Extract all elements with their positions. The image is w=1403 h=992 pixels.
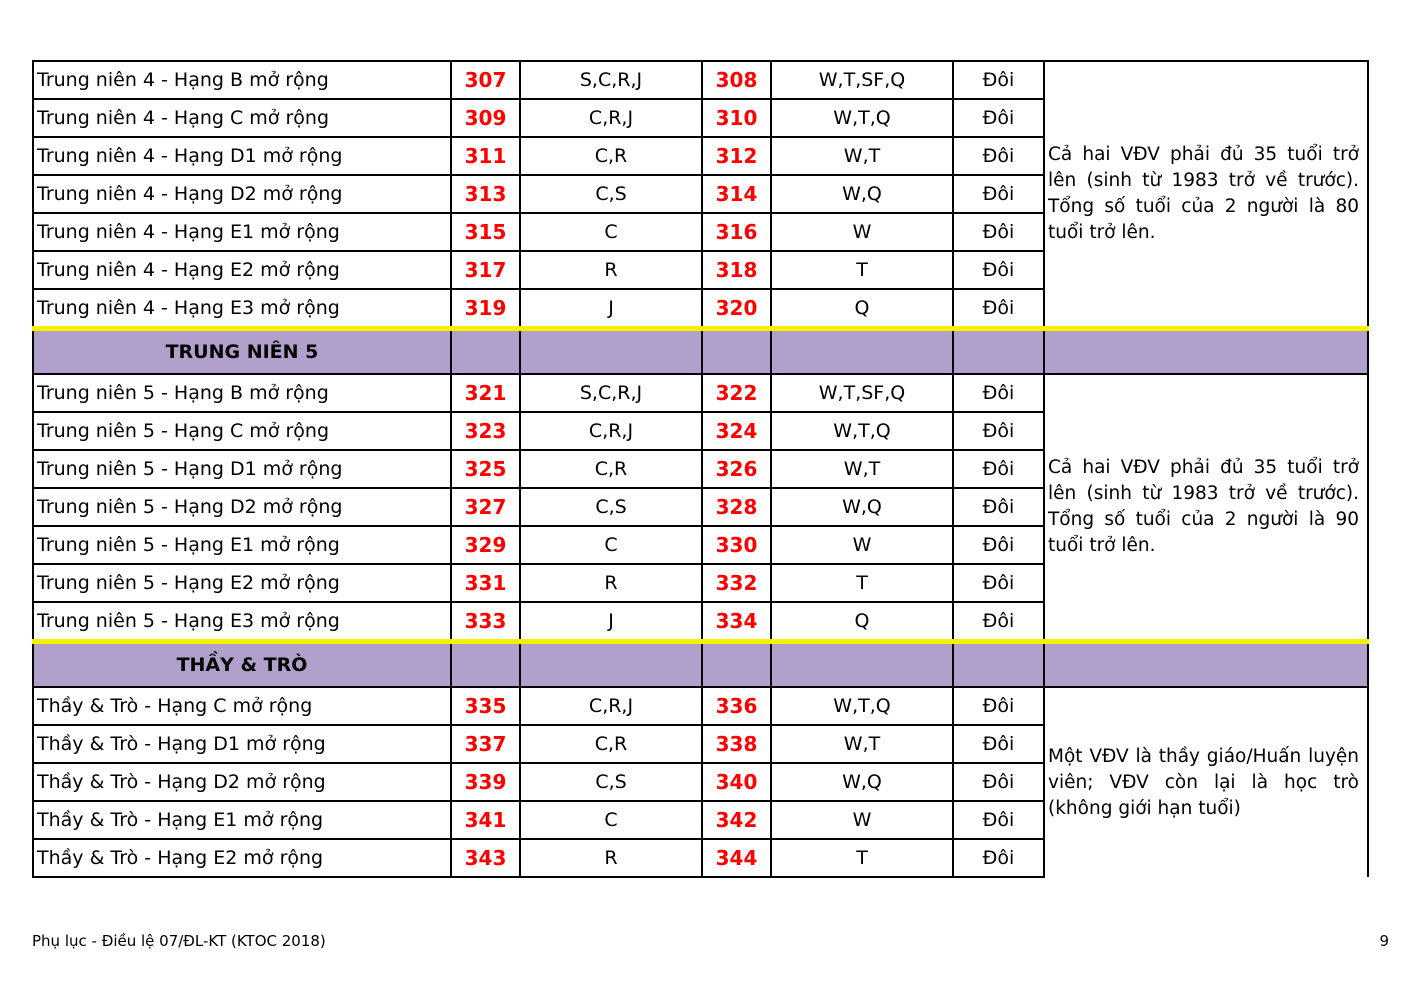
event-categories-cell: W,Q (771, 488, 953, 526)
event-code-cell: 336 (702, 687, 771, 725)
event-code-cell: 309 (451, 99, 520, 137)
event-categories-cell: W,Q (771, 763, 953, 801)
event-categories-cell: T (771, 839, 953, 877)
section-empty-cell (702, 329, 771, 375)
event-categories-cell: C,R (520, 725, 702, 763)
event-categories-cell: R (520, 839, 702, 877)
event-type-cell: Đôi (953, 602, 1044, 642)
event-name-cell: Trung niên 4 - Hạng D2 mở rộng (33, 175, 451, 213)
event-categories-cell: W,T (771, 137, 953, 175)
event-type-cell: Đôi (953, 564, 1044, 602)
event-categories-cell: Q (771, 289, 953, 329)
section-header-row (33, 642, 1368, 688)
event-code-cell: 317 (451, 251, 520, 289)
event-code-cell: 328 (702, 488, 771, 526)
section-empty-cell (771, 329, 953, 375)
section-empty-cell (702, 642, 771, 688)
event-code-cell: 320 (702, 289, 771, 329)
event-code-cell: 330 (702, 526, 771, 564)
event-code-cell: 313 (451, 175, 520, 213)
event-code-cell: 338 (702, 725, 771, 763)
event-code-cell: 327 (451, 488, 520, 526)
event-categories-cell: C,R (520, 450, 702, 488)
section-empty-cell (520, 329, 702, 375)
event-categories-cell: W,T (771, 450, 953, 488)
event-type-cell: Đôi (953, 839, 1044, 877)
event-type-cell: Đôi (953, 374, 1044, 412)
event-categories-cell: C (520, 801, 702, 839)
eligibility-note: Cả hai VĐV phải đủ 35 tuổi trở lên (sinh từ 1983 trở về trước). Tổng số tuổi của 2 người là 90 tuổi trở lên. (1044, 374, 1368, 642)
section-empty-cell (1044, 642, 1368, 688)
event-categories-cell: W,T,SF,Q (771, 374, 953, 412)
event-type-cell: Đôi (953, 137, 1044, 175)
event-name-cell: Thầy & Trò - Hạng C mở rộng (33, 687, 451, 725)
event-categories-cell: S,C,R,J (520, 374, 702, 412)
event-code-cell: 310 (702, 99, 771, 137)
event-name-cell: Trung niên 4 - Hạng C mở rộng (33, 99, 451, 137)
section-empty-cell (953, 329, 1044, 375)
table-row (33, 374, 1368, 412)
event-name-cell: Trung niên 4 - Hạng E2 mở rộng (33, 251, 451, 289)
table-row (33, 61, 1368, 99)
event-categories-cell: C,S (520, 488, 702, 526)
event-code-cell: 312 (702, 137, 771, 175)
event-code-cell: 323 (451, 412, 520, 450)
event-code-cell: 316 (702, 213, 771, 251)
event-code-cell: 325 (451, 450, 520, 488)
event-name-cell: Trung niên 5 - Hạng E2 mở rộng (33, 564, 451, 602)
event-name-cell: Trung niên 5 - Hạng E1 mở rộng (33, 526, 451, 564)
event-categories-cell: W,T,Q (771, 687, 953, 725)
event-code-cell: 318 (702, 251, 771, 289)
event-categories-cell: C,S (520, 175, 702, 213)
table-row (33, 687, 1368, 725)
event-name-cell: Trung niên 5 - Hạng C mở rộng (33, 412, 451, 450)
event-name-cell: Thầy & Trò - Hạng D1 mở rộng (33, 725, 451, 763)
event-code-cell: 340 (702, 763, 771, 801)
section-empty-cell (771, 642, 953, 688)
event-categories-cell: R (520, 251, 702, 289)
event-code-cell: 331 (451, 564, 520, 602)
event-type-cell: Đôi (953, 687, 1044, 725)
event-name-cell: Trung niên 4 - Hạng E3 mở rộng (33, 289, 451, 329)
event-type-cell: Đôi (953, 526, 1044, 564)
event-categories-cell: W,T,Q (771, 412, 953, 450)
event-categories-cell: T (771, 251, 953, 289)
event-name-cell: Thầy & Trò - Hạng E2 mở rộng (33, 839, 451, 877)
event-type-cell: Đôi (953, 450, 1044, 488)
event-code-cell: 322 (702, 374, 771, 412)
event-type-cell: Đôi (953, 412, 1044, 450)
event-code-cell: 342 (702, 801, 771, 839)
section-empty-cell (451, 329, 520, 375)
event-categories-cell: W,T,SF,Q (771, 61, 953, 99)
events-table (32, 60, 1369, 878)
event-code-cell: 333 (451, 602, 520, 642)
event-code-cell: 311 (451, 137, 520, 175)
section-title: THẦY & TRÒ (33, 642, 451, 688)
event-code-cell: 337 (451, 725, 520, 763)
event-code-cell: 321 (451, 374, 520, 412)
event-categories-cell: C,R,J (520, 687, 702, 725)
event-code-cell: 308 (702, 61, 771, 99)
event-categories-cell: C,R,J (520, 99, 702, 137)
event-type-cell: Đôi (953, 61, 1044, 99)
event-code-cell: 329 (451, 526, 520, 564)
event-type-cell: Đôi (953, 99, 1044, 137)
event-type-cell: Đôi (953, 763, 1044, 801)
event-code-cell: 319 (451, 289, 520, 329)
event-categories-cell: J (520, 602, 702, 642)
event-code-cell: 344 (702, 839, 771, 877)
event-type-cell: Đôi (953, 801, 1044, 839)
event-code-cell: 334 (702, 602, 771, 642)
event-code-cell: 335 (451, 687, 520, 725)
event-name-cell: Trung niên 4 - Hạng D1 mở rộng (33, 137, 451, 175)
section-empty-cell (451, 642, 520, 688)
event-name-cell: Trung niên 5 - Hạng B mở rộng (33, 374, 451, 412)
event-categories-cell: W,T (771, 725, 953, 763)
event-type-cell: Đôi (953, 213, 1044, 251)
footer-page-number: 9 (1379, 932, 1389, 950)
event-type-cell: Đôi (953, 289, 1044, 329)
event-categories-cell: C,R (520, 137, 702, 175)
event-categories-cell: C (520, 526, 702, 564)
event-code-cell: 343 (451, 839, 520, 877)
event-name-cell: Trung niên 4 - Hạng E1 mở rộng (33, 213, 451, 251)
event-code-cell: 307 (451, 61, 520, 99)
event-categories-cell: T (771, 564, 953, 602)
event-code-cell: 315 (451, 213, 520, 251)
event-categories-cell: W,Q (771, 175, 953, 213)
event-categories-cell: S,C,R,J (520, 61, 702, 99)
event-name-cell: Trung niên 4 - Hạng B mở rộng (33, 61, 451, 99)
event-code-cell: 339 (451, 763, 520, 801)
event-type-cell: Đôi (953, 725, 1044, 763)
eligibility-note: Cả hai VĐV phải đủ 35 tuổi trở lên (sinh từ 1983 trở về trước). Tổng số tuổi của 2 người là 80 tuổi trở lên. (1044, 61, 1368, 329)
event-code-cell: 326 (702, 450, 771, 488)
eligibility-note: Một VĐV là thầy giáo/Huấn luyện viên; VĐV còn lại là học trò (không giới hạn tuổi) (1044, 687, 1368, 877)
section-header-row (33, 329, 1368, 375)
event-code-cell: 314 (702, 175, 771, 213)
event-type-cell: Đôi (953, 175, 1044, 213)
section-empty-cell (953, 642, 1044, 688)
event-categories-cell: W (771, 526, 953, 564)
event-categories-cell: W (771, 213, 953, 251)
event-categories-cell: C (520, 213, 702, 251)
event-code-cell: 332 (702, 564, 771, 602)
event-name-cell: Thầy & Trò - Hạng D2 mở rộng (33, 763, 451, 801)
footer-document-ref: Phụ lục - Điều lệ 07/ĐL-KT (KTOC 2018) (32, 932, 326, 950)
section-empty-cell (520, 642, 702, 688)
event-categories-cell: W,T,Q (771, 99, 953, 137)
event-categories-cell: R (520, 564, 702, 602)
section-title: TRUNG NIÊN 5 (33, 329, 451, 375)
event-categories-cell: Q (771, 602, 953, 642)
event-name-cell: Thầy & Trò - Hạng E1 mở rộng (33, 801, 451, 839)
event-categories-cell: C,S (520, 763, 702, 801)
section-empty-cell (1044, 329, 1368, 375)
event-code-cell: 324 (702, 412, 771, 450)
event-code-cell: 341 (451, 801, 520, 839)
event-name-cell: Trung niên 5 - Hạng D2 mở rộng (33, 488, 451, 526)
event-type-cell: Đôi (953, 488, 1044, 526)
event-categories-cell: J (520, 289, 702, 329)
event-type-cell: Đôi (953, 251, 1044, 289)
event-categories-cell: C,R,J (520, 412, 702, 450)
event-name-cell: Trung niên 5 - Hạng D1 mở rộng (33, 450, 451, 488)
event-name-cell: Trung niên 5 - Hạng E3 mở rộng (33, 602, 451, 642)
event-categories-cell: W (771, 801, 953, 839)
